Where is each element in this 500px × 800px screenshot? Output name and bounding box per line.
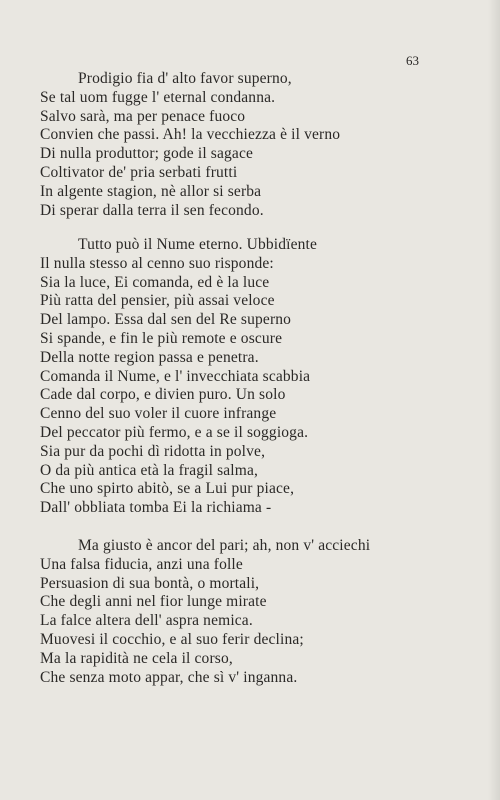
verse-line: Convien che passi. Ah! la vecchiezza è il verno: [40, 126, 341, 144]
verse-line: Di sperar dalla terra il sen fecondo.: [40, 201, 264, 219]
verse-line: Ma la rapidità ne cela il corso,: [40, 649, 233, 667]
verse-line: Ma giusto è ancor del pari; ah, non v' acciechi: [78, 537, 371, 554]
verse-line: Della notte region passa e penetra.: [40, 348, 259, 366]
verse-line: Che senza moto appar, che sì v' inganna.: [40, 668, 298, 686]
page-edge-shadow: [488, 0, 500, 800]
stanza-2: [40, 236, 420, 518]
verse-line: O da più antica età la fragil salma,: [40, 461, 259, 479]
verse-line: Più ratta del pensier, più assai veloce: [40, 292, 275, 310]
verse-line: Che uno spirto abitò, se a Lui pur piace,: [40, 480, 295, 498]
verse-line: Sia la luce, Ei comanda, ed è la luce: [40, 273, 270, 291]
verse-line: Se tal uom fugge l' eternal condanna.: [40, 88, 276, 106]
verse-line: Cenno del suo voler il cuore infrange: [40, 405, 277, 423]
verse-line: Del peccator più fermo, e a se il soggioga.: [40, 423, 309, 441]
verse-line: Comanda il Nume, e l' invecchiata scabbia: [40, 367, 311, 385]
verse-line: Tutto può il Nume eterno. Ubbidïente: [78, 236, 318, 253]
verse-line: Dall' obbliata tomba Ei la richiama -: [40, 499, 272, 517]
verse-line: Coltivator de' pria serbati frutti: [40, 163, 238, 181]
verse-line: Muovesi il cocchio, e al suo ferir declina;: [40, 630, 304, 648]
verse-line: La falce altera dell' aspra nemica.: [40, 612, 253, 630]
verse-line: Persuasion di sua bontà, o mortali,: [40, 574, 260, 592]
verse-line: Del lampo. Essa dal sen del Re superno: [40, 311, 292, 329]
verse-line: Che degli anni nel fior lunge mirate: [40, 593, 267, 611]
verse-line: Prodigio fia d' alto favor superno,: [78, 70, 292, 87]
verse-line: Si spande, e fin le più remote e oscure: [40, 329, 283, 347]
verse-line: Di nulla produttor; gode il sagace: [40, 145, 254, 163]
verse-line: Cade dal corpo, e divien puro. Un solo: [40, 386, 286, 404]
page-number: 63: [406, 53, 419, 68]
stanza-3: [40, 537, 420, 687]
verse-line: Salvo sarà, ma per penace fuoco: [40, 107, 246, 125]
verse-line: Una falsa fiducia, anzi una folle: [40, 555, 243, 573]
verse-line: In algente stagion, nè allor si serba: [40, 182, 262, 200]
stanza-1: [40, 70, 420, 220]
verse-line: Il nulla stesso al cenno suo risponde:: [40, 254, 274, 272]
verse-line: Sia pur da pochi dì ridotta in polve,: [40, 442, 266, 460]
